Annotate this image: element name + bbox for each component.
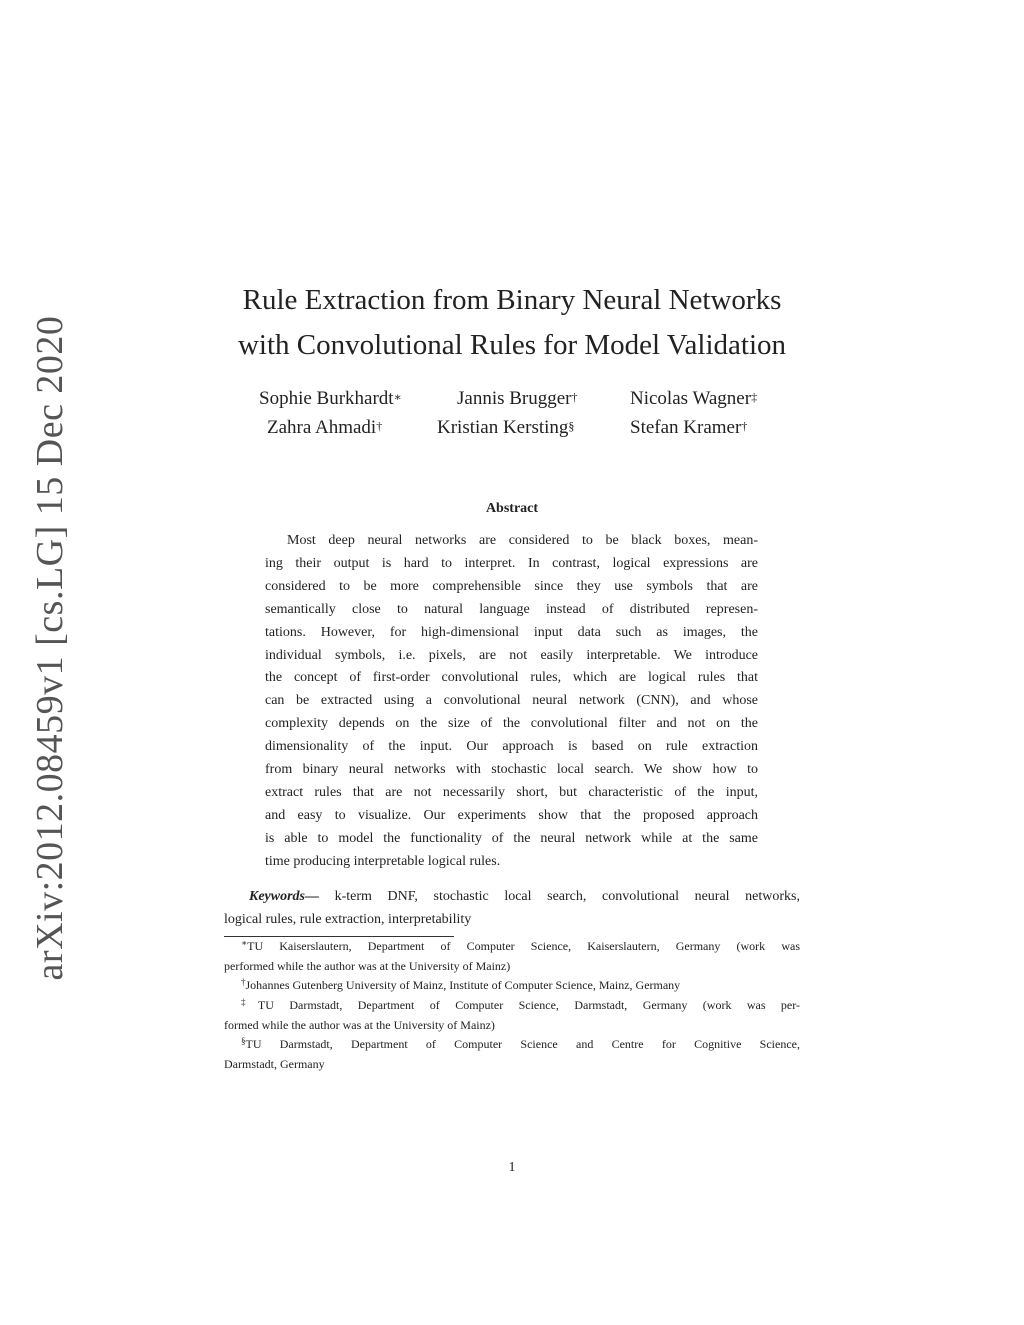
author: Sophie Burkhardt∗ (259, 388, 402, 409)
abstract-line: individual symbols, i.e. pixels, are not easily interpretable. We introduce (265, 647, 758, 663)
abstract-line: complexity depends on the size of the convolutional filter and not on the (265, 716, 758, 732)
footnote-line: Darmstadt, Germany (224, 1057, 325, 1071)
abstract-line: is able to model the functionality of the neural network while at the same (265, 830, 758, 846)
author: Nicolas Wagner‡ (630, 388, 758, 409)
footnote-line: performed while the author was at the University of Mainz) (224, 959, 511, 973)
author: Zahra Ahmadi† (267, 417, 383, 438)
paper-title-line-2: with Convolutional Rules for Model Validation (237, 329, 786, 361)
author: Jannis Brugger† (457, 388, 578, 409)
keywords-line: logical rules, rule extraction, interpretability (224, 912, 472, 927)
abstract-line: and easy to visualize. Our experiments show that the proposed approach (265, 807, 758, 823)
keywords-section (224, 885, 800, 931)
footnotes (224, 937, 800, 1074)
abstract-line: considered to be more comprehensible since they use symbols that are (265, 578, 758, 594)
abstract-body (265, 530, 758, 874)
footnote-line: ∗TU Kaiserslautern, Department of Computer Science, Kaiserslautern, Germany (work was (241, 938, 800, 953)
abstract-line: extract rules that are not necessarily short, but characteristic of the input, (265, 784, 758, 800)
abstract-line: ing their output is hard to interpret. In contrast, logical expressions are (265, 555, 758, 571)
abstract-line: can be extracted using a convolutional neural network (CNN), and whose (265, 693, 758, 709)
author: Stefan Kramer† (630, 417, 748, 438)
footnote-line: §TU Darmstadt, Department of Computer Science and Centre for Cognitive Science, (241, 1036, 800, 1051)
keywords-label: Keywords— (249, 889, 319, 904)
arxiv-identifier-stamp: arXiv:2012.08459v1 [cs.LG] 15 Dec 2020 (29, 315, 71, 981)
abstract-line: Most deep neural networks are considered to be black boxes, mean- (287, 533, 758, 548)
footnote-line: ‡TU Darmstadt, Department of Computer Science, Darmstadt, Germany (work was per- (241, 997, 801, 1012)
keywords-line: Keywords— k-term DNF, stochastic local search, convolutional neural networks, (249, 889, 800, 904)
author: Kristian Kersting§ (437, 417, 575, 438)
abstract-line: dimensionality of the input. Our approach is based on rule extraction (265, 739, 758, 755)
abstract-line: from binary neural networks with stochastic local search. We show how to (265, 762, 758, 778)
abstract-heading: Abstract (485, 501, 539, 516)
paper-title (0, 278, 1024, 368)
abstract-line: semantically close to natural language instead of distributed represen- (265, 601, 758, 617)
footnote-line: formed while the author was at the University of Mainz) (224, 1018, 495, 1032)
paper-title-line-1: Rule Extraction from Binary Neural Networks (242, 284, 782, 316)
abstract-line: time producing interpretable logical rules. (265, 853, 501, 869)
footnote-line: †Johannes Gutenberg University of Mainz, Institute of Computer Science, Mainz, Germany (241, 977, 681, 992)
abstract-line: the concept of first-order convolutional rules, which are logical rules that (265, 670, 758, 686)
page-number: 1 (508, 1160, 516, 1175)
abstract-line: tations. However, for high-dimensional input data such as images, the (265, 624, 758, 640)
